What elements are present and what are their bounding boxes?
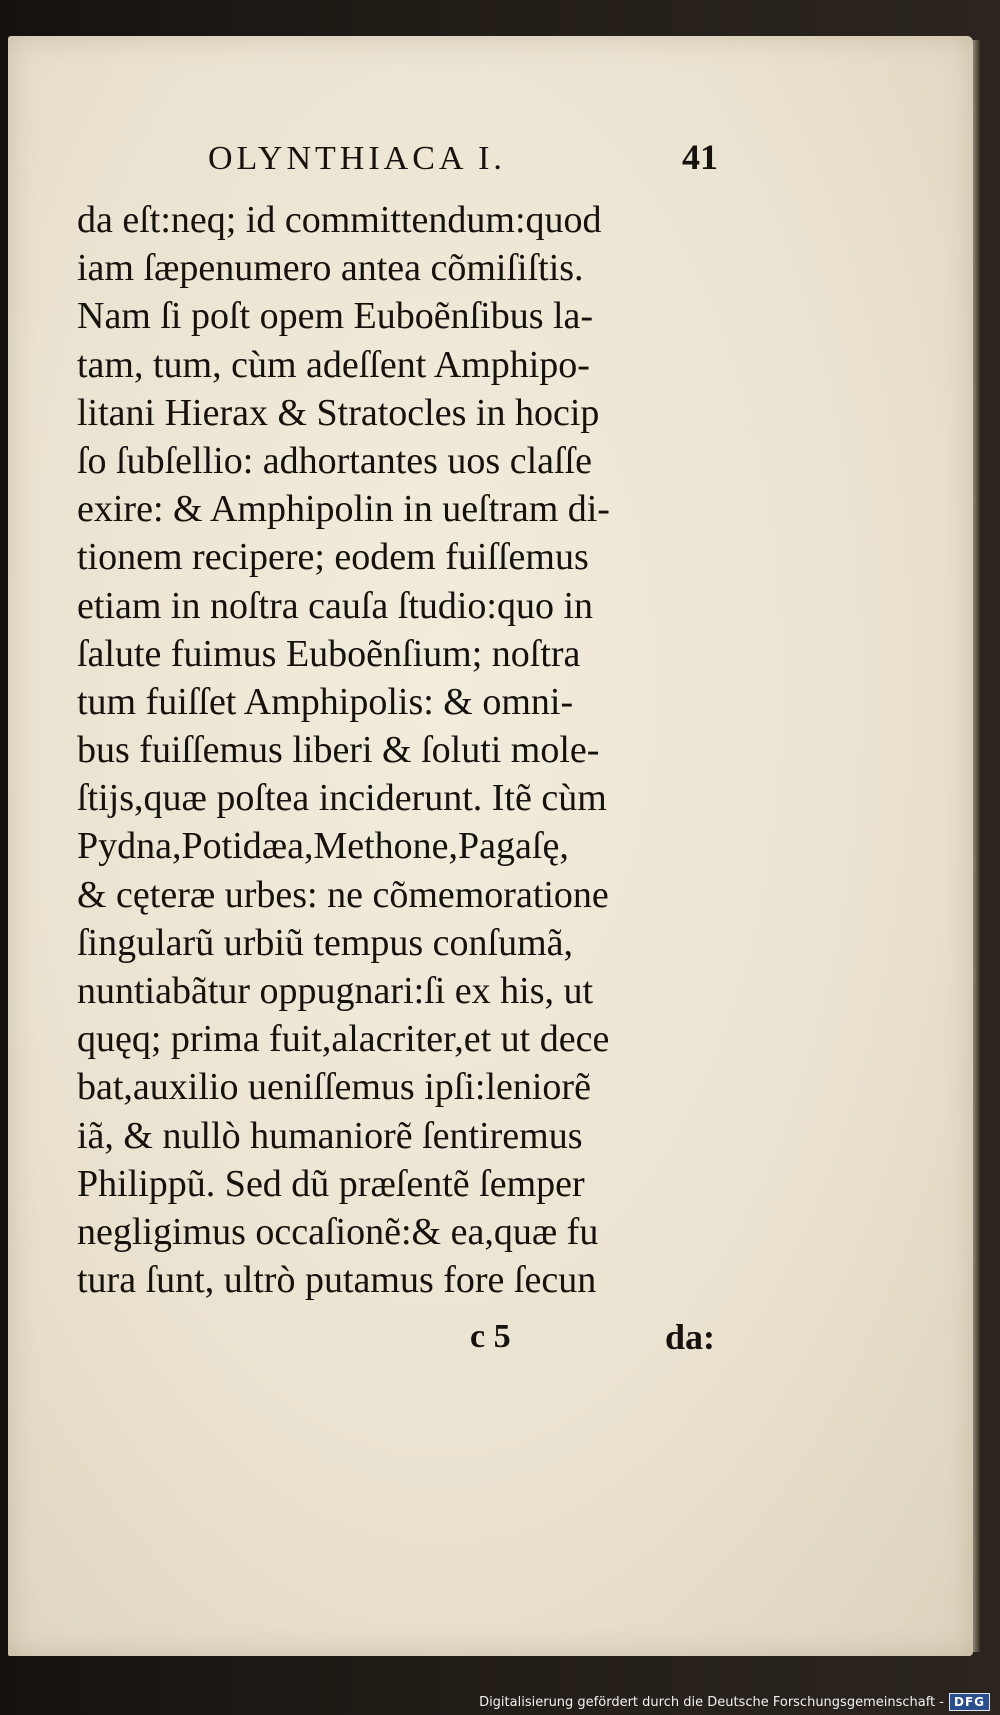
text-line: ſtijs,quæ poſtea inciderunt. Itẽ cùm xyxy=(77,777,607,820)
text-line: Nam ſi poſt opem Euboẽnſibus la- xyxy=(77,295,594,338)
text-line: ſalute fuimus Euboẽnſium; noſtra xyxy=(77,632,581,675)
text-line: negligimus occaſionẽ:& ea,quæ fu xyxy=(77,1210,599,1253)
running-head xyxy=(208,136,718,186)
text-line: etiam in noſtra cauſa ſtudio:quo in xyxy=(77,584,594,627)
digitization-credit xyxy=(479,1691,990,1713)
text-line: Philippũ. Sed dũ præſentẽ ſemper xyxy=(77,1162,585,1205)
text-line: tionem recipere; eodem fuiſſemus xyxy=(77,536,589,579)
running-head-title: OLYNTHIACA I. xyxy=(208,140,506,177)
text-line: bat,auxilio ueniſſemus ipſi:leniorẽ xyxy=(77,1066,591,1109)
text-line: exire: & Amphipolin in ueſtram di- xyxy=(77,488,610,531)
text-line: tam, tum, cùm adeſſent Amphipo- xyxy=(77,343,590,386)
text-line: quęq; prima fuit,alacriter,et ut dece xyxy=(77,1018,610,1061)
page-number: 41 xyxy=(682,137,718,177)
text-line: nuntiabãtur oppugnari:ſi ex his, ut xyxy=(77,970,594,1012)
text-line: da eſt:neq; id committendum:quod xyxy=(77,199,602,241)
text-line: iã, & nullò humaniorẽ ſentiremus xyxy=(77,1114,583,1157)
text-line: tura ſunt, ultrò putamus fore ſecun xyxy=(77,1259,597,1302)
text-line: ſo ſubſellio: adhortantes uos claſſe xyxy=(77,439,592,482)
page-edge xyxy=(973,40,980,1652)
text-line: Pydna,Potidæa,Methone,Pagaſę, xyxy=(77,825,569,868)
dfg-logo: DFG xyxy=(949,1693,990,1711)
text-line: tum fuiſſet Amphipolis: & omni- xyxy=(77,680,574,723)
signature-mark: c 5 xyxy=(470,1318,511,1355)
text-line: & cęteræ urbes: ne cõmemoratione xyxy=(77,873,609,916)
text-line: ſingularũ urbiũ tempus conſumã, xyxy=(77,921,574,964)
catchword: da: xyxy=(665,1317,716,1357)
text-line: bus fuiſſemus liberi & ſoluti mole- xyxy=(77,729,600,772)
text-line: iam ſæpenumero antea cõmiſiſtis. xyxy=(77,247,584,290)
body-text xyxy=(77,196,732,1304)
text-line: litani Hierax & Stratocles in hocip xyxy=(77,391,600,434)
credit-text: Digitalisierung gefördert durch die Deutsche Forschungsgemeinschaft - xyxy=(479,1694,944,1710)
